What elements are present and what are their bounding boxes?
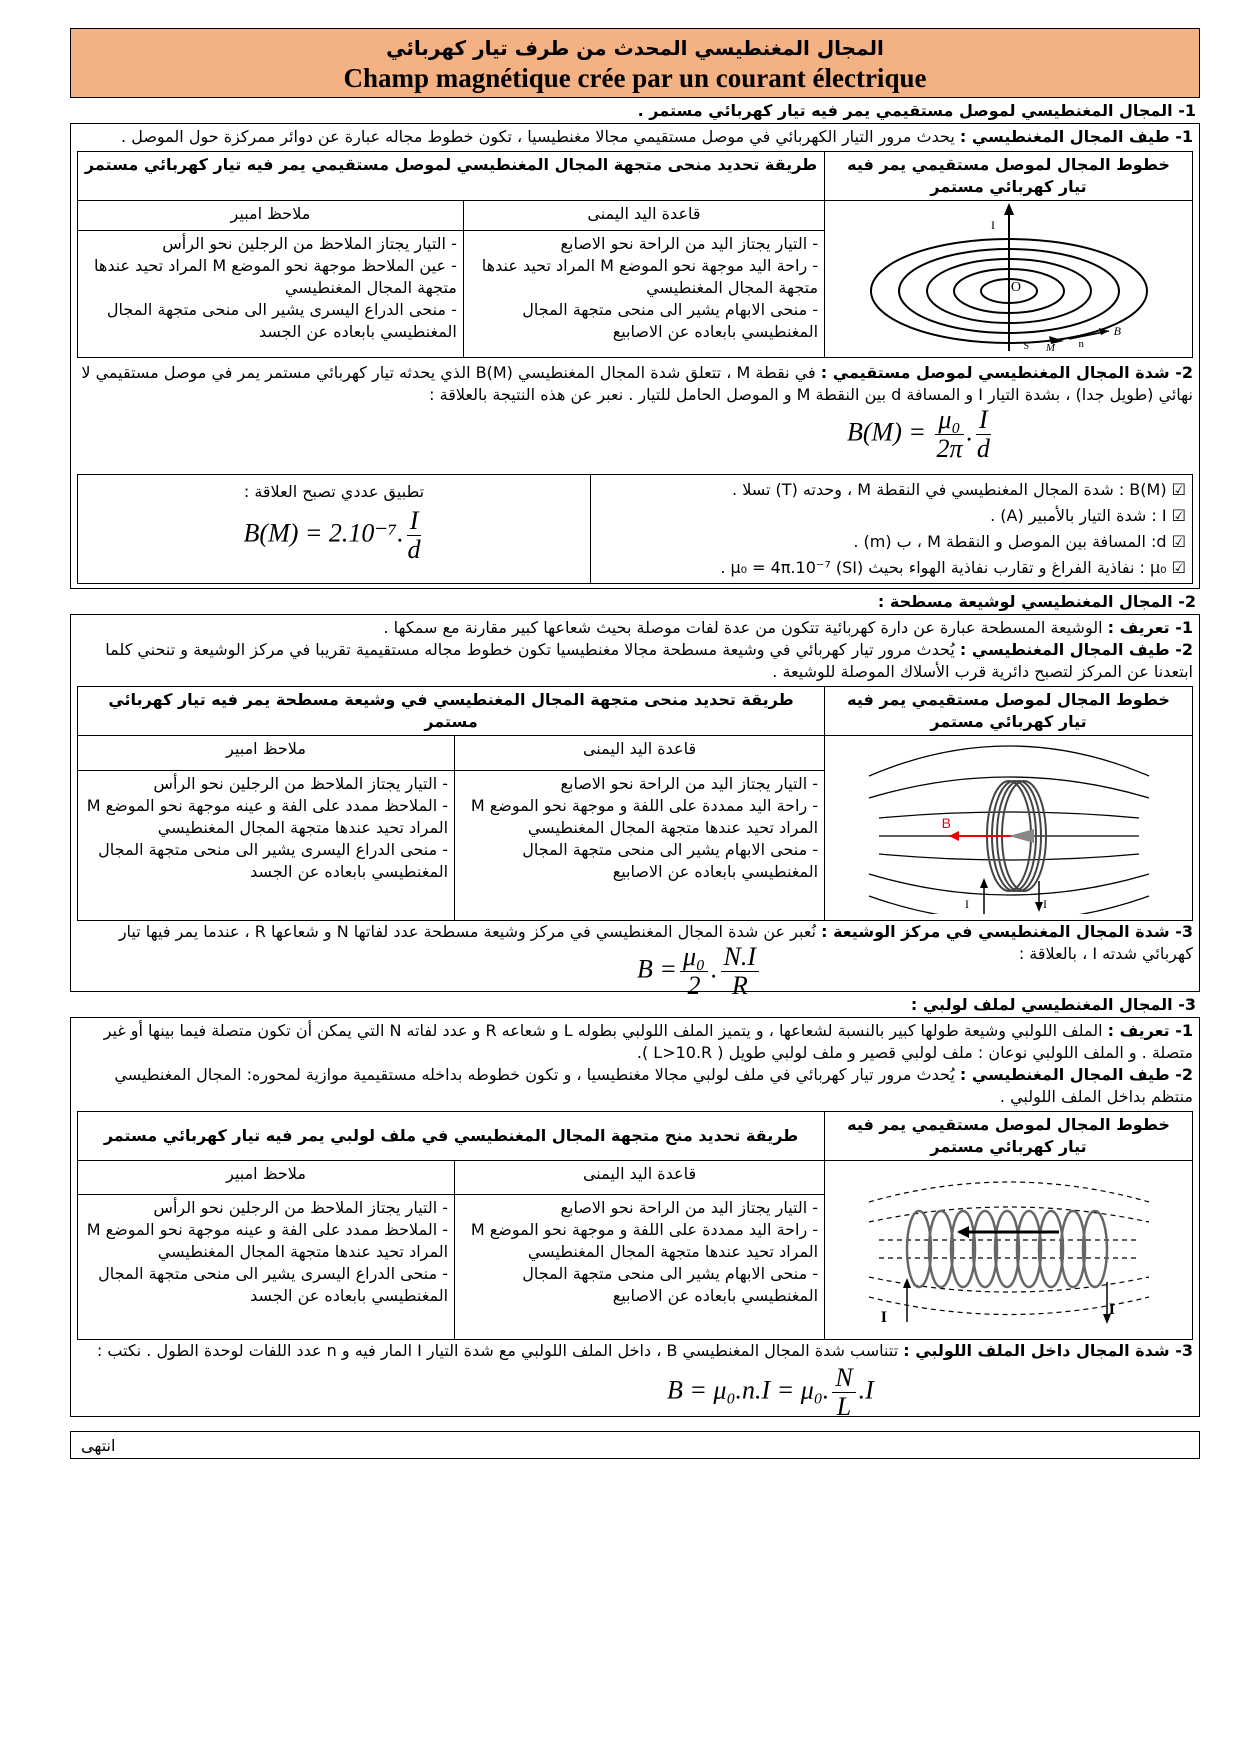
numeric-den: d — [407, 535, 421, 564]
section3-ampere-cell — [78, 1195, 455, 1340]
fig2-label-b: B — [941, 815, 951, 831]
section2-definition-text: الوشيعة المسطحة عبارة عن دارة كهربائية تتكون من عدة لفات موصلة بحيث شعاعها كبير مقارنة مع سمكها . — [383, 618, 1108, 637]
section1-right-hand-cell — [463, 230, 824, 357]
section1-amp-line: - عين الملاحظ موجهة نحو الموضع M المراد تحيد عندها متجهة المجال المغنطيسي — [94, 255, 457, 297]
section1-formula: B(M) = $\frac{\text{μ₀}}{2\pi}$ . $\frac{I}{d}$ — [847, 405, 990, 463]
section2-ampere-cell — [78, 771, 455, 921]
section3-right-hand-cell — [455, 1195, 825, 1340]
formula3-rhs: .I — [858, 1375, 874, 1405]
section2-ampere-header: ملاحظ امبير — [78, 736, 455, 771]
section3-method-header: طريقة تحديد منح متجهة المجال المغنطيسي في ملف لولبي يمر فيه تيار كهربائي مستمر — [78, 1112, 825, 1161]
section1-right-hand-header: قاعدة اليد اليمنى — [463, 201, 824, 231]
fig1-label-b: B — [1113, 324, 1121, 338]
section1-amp-line: - التيار يجتاز الملاحظ من الرجلين نحو الرأس — [162, 233, 457, 253]
flat-coil-field-diagram — [859, 736, 1159, 914]
section1-ampere-cell — [78, 230, 464, 357]
section2-fig-header: خطوط المجال لموصل مستقيمي يمر فيه تيار كهربائي مستمر — [825, 687, 1193, 736]
section1-rh-line: - التيار يجتاز اليد من الراحة نحو الاصابع — [560, 233, 819, 253]
fig3-label-i2: I — [1108, 1301, 1115, 1318]
section3-figure-cell — [825, 1161, 1193, 1340]
section1-heading: 1- المجال المغنطيسي لموصل مستقيمي يمر فيه تيار كهربائي مستمر . — [637, 101, 1196, 120]
section2-spectrum-label: 2- طيف المجال المغنطيسي : — [959, 640, 1193, 659]
section1-variable-list — [590, 475, 1192, 584]
section2-formula: B = $\frac{\text{μ₀}}{2}$ . $\frac{N.I}{R}$ — [637, 943, 762, 1000]
checklist-item: ☑ B(M) : شدة المجال المغنطيسي في النقطة M ، وحدته (T) تسلا . — [732, 480, 1186, 499]
section1-figure-cell — [825, 201, 1193, 358]
section2-amp-line: - الملاحظ ممدد على الفة و عينه موجهة نحو الموضع M المراد تحيد عندها متجهة المجال المغنطيسي — [86, 796, 449, 838]
formula3-num: N — [832, 1364, 855, 1393]
section2-method-header: طريقة تحديد منحى متجهة المجال المغنطيسي في وشيعة مسطحة يمر فيه تيار كهربائي مستمر — [78, 687, 825, 736]
title-arabic: المجال المغنطيسي المحدث من طرف تيار كهربائي — [386, 36, 884, 60]
section2-intensity-label: 3- شدة المجال المغنطيسي في مركز الوشيعة : — [821, 922, 1193, 941]
section3-definition-label: 1- تعريف : — [1107, 1021, 1193, 1040]
fig1-label-i: I — [990, 218, 995, 232]
section1-amp-line: - منحى الدراع اليسرى يشير الى منحى متجهة المجال المغنطيسي بابعاده عن الجسد — [106, 299, 457, 341]
section2-intensity-paragraph — [77, 921, 1193, 965]
section1-fig-header: خطوط المجال لموصل مستقيمي يمر فيه تيار كهربائي مستمر — [825, 152, 1193, 201]
section3-spectrum-label: 2- طيف المجال المغنطيسي : — [959, 1065, 1193, 1084]
fig2-label-i2: I — [1042, 897, 1047, 911]
section1-rh-line: - منحى الابهام يشير الى منحى متجهة المجال المغنطيسي بابعاده عن الاصابيع — [522, 299, 819, 341]
section2-heading: 2- المجال المغنطيسي لوشيعة مسطحة : — [877, 592, 1196, 611]
section1-rh-line: - راحة اليد موجهة نحو الموضع M المراد تحيد عندها متجهة المجال المغنطيسي — [481, 255, 819, 297]
fig3-label-i1: I — [880, 1309, 887, 1326]
numeric-lhs: B(M) = 2.10⁻⁷. — [243, 518, 404, 548]
section3-ampere-header: ملاحظ امبير — [78, 1161, 455, 1195]
section3-rh-line: - التيار يجتاز اليد من الراحة نحو الاصابع — [560, 1198, 819, 1218]
section3-right-hand-header: قاعدة اليد اليمنى — [455, 1161, 825, 1195]
section2-rh-line: - التيار يجتاز اليد من الراحة نحو الاصابع — [560, 774, 819, 794]
section1-box — [70, 123, 1200, 589]
section2-right-hand-cell — [455, 771, 825, 921]
formula1-lhs: B(M) = — [847, 417, 926, 447]
section3-amp-line: - الملاحظ ممدد على الفة و عينه موجهة نحو الموضع M المراد تحيد عندها متجهة المجال المغنطيسي — [86, 1220, 449, 1262]
formula3-lhs: B = μ₀.n.I = μ₀. — [667, 1375, 830, 1405]
footer-box — [70, 1431, 1200, 1459]
section2-spectrum-text: يُحدث مرور تيار كهربائي في وشيعة مسطحة مجالا مغنطيسيا تكون خطوط مجاله مستقيمية تقريبا في مركز الوشيعة و تنحني كلما ابتعدنا عن المركز لتصبح دائرية قرب الأسلاك الموصلة للوشيعة . — [105, 640, 1193, 681]
formula2-f2-den: R — [731, 971, 748, 1000]
fig1-label-m: M — [1045, 342, 1055, 351]
section1-ampere-header: ملاحظ امبير — [78, 201, 464, 231]
section3-table — [77, 1111, 1193, 1340]
formula2-lhs: B = — [637, 954, 677, 984]
document-page — [70, 28, 1200, 1459]
checklist-item: ☑ I : شدة التيار بالأمبير (A) . — [990, 506, 1186, 525]
title-banner — [70, 28, 1200, 98]
section1-intensity-label: 2- شدة المجال المغنطيسي لموصل مستقيمي : — [820, 363, 1193, 382]
section1-spectrum-text: يحدث مرور التيار الكهربائي في موصل مستقيمي مجالا مغنطيسيا ، تكون خطوط مجاله عبارة عن دوائر ممركزة حول الموصل . — [121, 127, 960, 146]
fig2-label-i1: I — [964, 897, 969, 911]
fig1-label-o: O — [1010, 280, 1021, 295]
section3-fig-header: خطوط المجال لموصل مستقيمي يمر فيه تيار كهربائي مستمر — [825, 1112, 1193, 1161]
section3-rh-line: - راحة اليد ممددة على اللفة و موجهة نحو الموضع M المراد تحيد عندها متجهة المجال المغنطيسي — [470, 1220, 819, 1262]
section3-spectrum-text: يُحدث مرور تيار كهربائي في ملف لولبي مجالا مغنطيسيا ، و تكون خطوطه بداخله مستقيمية موازية لمحوره: المجال المغنطيسي منتظم بداخل الملف اللولبي . — [114, 1065, 1193, 1106]
section3-amp-line: - منحى الدراع اليسرى يشير الى منحى متجهة المجال المغنطيسي بابعاده عن الجسد — [98, 1264, 449, 1306]
formula1-f2-den: d — [976, 434, 990, 463]
section1-table — [77, 151, 1193, 358]
fig1-label-n: n — [1078, 338, 1084, 350]
section2-right-hand-header: قاعدة اليد اليمنى — [455, 736, 825, 771]
section3-spectrum — [77, 1064, 1193, 1108]
section3-box — [70, 1017, 1200, 1421]
formula2-f2-num: N.I — [721, 943, 760, 972]
section2-figure-cell — [825, 736, 1193, 921]
section1-intensity-paragraph — [77, 362, 1193, 406]
section2-amp-line: - التيار يجتاز الملاحظ من الرجلين نحو الرأس — [153, 774, 449, 794]
straight-wire-field-diagram — [859, 201, 1159, 351]
formula3-den: L — [836, 1392, 852, 1421]
numeric-label: تطبيق عددي تصبح العلاقة : — [243, 482, 425, 501]
section2-intensity-text: نُعبر عن شدة المجال المغنطيسي في مركز وشيعة مسطحة عدد لفاتها N و شعاعها R ، عندما يمر فيها تيار كهربائي شدته I ، بالعلاقة : — [118, 922, 1193, 963]
footer-end-text: انتهى — [81, 1436, 116, 1455]
section2-definition-label: 1- تعريف : — [1107, 618, 1193, 637]
section1-definitions-table — [77, 474, 1193, 584]
section1-intensity-text: في نقطة M ، تتعلق شدة المجال المغنطيسي B(M) الذي يحدثه تيار كهربائي مستمر يمر في موصل مستقيمي لا نهائي (طويل جدا) ، بشدة التيار I و المسافة d بين النقطة M و الموصل الحامل للتيار . نعبر عن هذه النتيجة بالعلاقة : — [81, 363, 1193, 404]
section2-definition — [77, 617, 1193, 639]
section2-spectrum — [77, 639, 1193, 683]
section3-amp-line: - التيار يجتاز الملاحظ من الرجلين نحو الرأس — [153, 1198, 449, 1218]
section3-intensity-paragraph — [77, 1340, 1193, 1362]
title-french: Champ magnétique crée par un courant électrique — [343, 63, 927, 93]
formula2-f1-den: 2 — [687, 971, 701, 1000]
section1-spectrum-label: 1- طيف المجال المغنطيسي : — [959, 127, 1193, 146]
section2-box — [70, 614, 1200, 1000]
section3-definition-text: الملف اللولبي وشيعة طولها كبير بالنسبة لشعاعها ، و يتميز الملف اللولبي بطوله L و شعاعه R و عدد لفاته N التي يمكن أن تكون متصلة فيما بينها أو غير متصلة . و الملف اللولبي نوعان : ملف لولبي قصير و ملف لولبي طويل ( L>10.R ). — [103, 1021, 1193, 1062]
section2-table — [77, 686, 1193, 921]
formula2-f1-num: μ₀ — [680, 943, 708, 972]
formula1-f2-num: I — [976, 406, 991, 435]
section3-intensity-label: 3- شدة المجال داخل الملف اللولبي : — [903, 1341, 1193, 1360]
numeric-num: I — [407, 507, 422, 536]
section3-definition — [77, 1020, 1193, 1064]
fig1-label-s: S — [1022, 341, 1029, 351]
section1-spectrum-paragraph — [77, 126, 1193, 148]
checklist-item: ☑ μ₀ : نفاذية الفراغ و تقارب نفاذية الهواء بحيث μ₀ = 4π.10⁻⁷ (SI) . — [720, 558, 1186, 577]
section2-amp-line: - منحى الدراع اليسرى يشير الى منحى متجهة المجال المغنطيسي بابعاده عن الجسد — [98, 840, 449, 882]
formula1-f1-num: μ₀ — [935, 406, 963, 435]
section3-rh-line: - منحى الابهام يشير الى منحى متجهة المجال المغنطيسي بابعاده عن الاصابيع — [522, 1264, 819, 1306]
checklist-item: ☑ d: المسافة بين الموصل و النقطة M ، ب (m) . — [853, 532, 1186, 551]
section3-heading: 3- المجال المغنطيسي لملف لولبي : — [910, 995, 1196, 1014]
formula1-f1-den: 2π — [936, 434, 963, 463]
section3-formula — [667, 1364, 874, 1421]
section1-method-header: طريقة تحديد منحى متجهة المجال المغنطيسي لموصل مستقيمي يمر فيه تيار كهربائي مستمر — [78, 152, 825, 201]
solenoid-field-diagram — [859, 1162, 1159, 1332]
section2-rh-line: - منحى الابهام يشير الى منحى متجهة المجال المغنطيسي بابعاده عن الاصابيع — [522, 840, 819, 882]
section1-numeric-application — [78, 475, 591, 584]
section2-rh-line: - راحة اليد ممددة على اللفة و موجهة نحو الموضع M المراد تحيد عندها متجهة المجال المغنطيسي — [470, 796, 819, 838]
section3-intensity-text: تتناسب شدة المجال المغنطيسي B ، داخل الملف اللولبي مع شدة التيار I المار فيه و n عدد اللفات لوحدة الطول . نكتب : — [96, 1341, 904, 1360]
